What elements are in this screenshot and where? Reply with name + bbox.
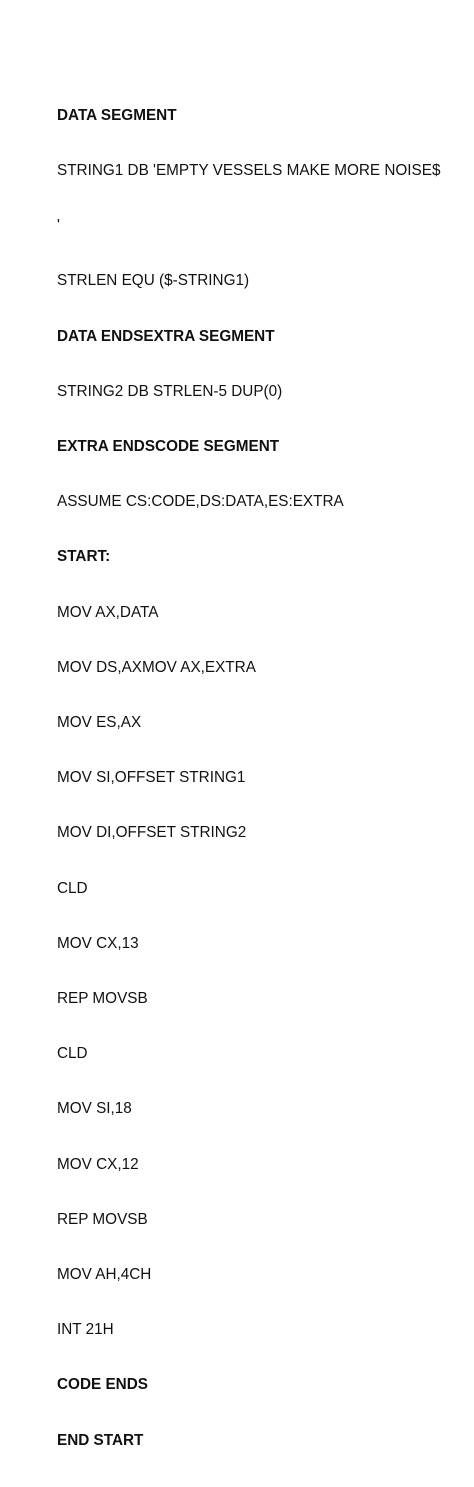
code-line: MOV DI,OFFSET STRING2: [57, 824, 247, 842]
code-line: DATA SEGMENT: [57, 106, 177, 124]
code-line: CLD: [57, 879, 88, 897]
code-line: STRING1 DB 'EMPTY VESSELS MAKE MORE NOISE$: [57, 162, 441, 180]
code-line: CLD: [57, 1045, 88, 1063]
code-line: END START: [57, 1431, 144, 1449]
code-line: CODE ENDS: [57, 1376, 148, 1394]
code-line: INT 21H: [57, 1321, 114, 1339]
code-line: STRING2 DB STRLEN-5 DUP(0): [57, 382, 283, 400]
code-line: MOV ES,AX: [57, 714, 142, 732]
code-line: EXTRA ENDSCODE SEGMENT: [57, 438, 280, 456]
code-line: MOV DS,AXMOV AX,EXTRA: [57, 658, 256, 676]
code-line: MOV CX,13: [57, 934, 139, 952]
code-line: STRLEN EQU ($-STRING1): [57, 272, 250, 290]
code-line: REP MOVSB: [57, 990, 148, 1008]
code-line: MOV SI,18: [57, 1100, 132, 1118]
code-line: MOV SI,OFFSET STRING1: [57, 769, 246, 787]
assembly-code-block: [57, 70, 440, 1487]
code-line: MOV AX,DATA: [57, 603, 159, 621]
code-line: ': [57, 217, 60, 235]
code-line: START:: [57, 548, 111, 566]
code-line: DATA ENDSEXTRA SEGMENT: [57, 327, 275, 345]
code-line: MOV CX,12: [57, 1155, 139, 1173]
code-line: MOV AH,4CH: [57, 1266, 152, 1284]
code-line: REP MOVSB: [57, 1210, 148, 1228]
code-line: ASSUME CS:CODE,DS:DATA,ES:EXTRA: [57, 493, 344, 511]
